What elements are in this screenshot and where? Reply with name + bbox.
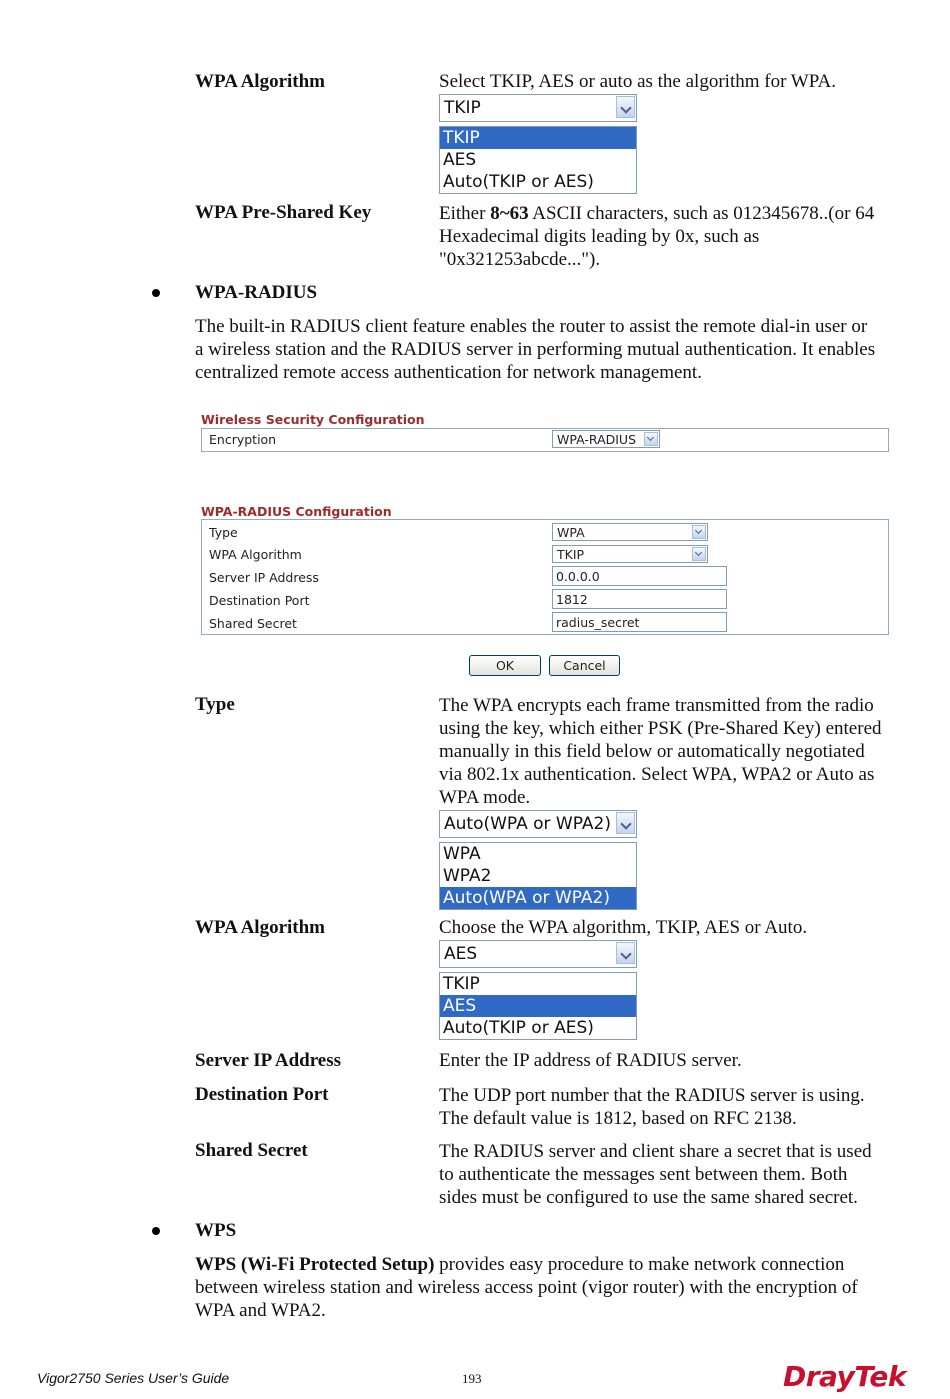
wpa-radius-config-panel bbox=[201, 519, 889, 635]
wpa-algorithm-desc-2: Choose the WPA algorithm, TKIP, AES or Auto. bbox=[439, 917, 808, 938]
wpa-psk-term: WPA Pre-Shared Key bbox=[195, 202, 372, 223]
dropdown-selected-value: Auto(WPA or WPA2) bbox=[444, 814, 611, 834]
chevron-down-icon[interactable] bbox=[616, 96, 635, 118]
text: "0x321253abcde..."). bbox=[439, 249, 601, 270]
text: WPA mode. bbox=[439, 787, 531, 808]
wpa-psk-desc bbox=[439, 202, 919, 271]
wpa-radius-config-title: WPA-RADIUS Configuration bbox=[201, 504, 392, 519]
wpa-algorithm-term: WPA Algorithm bbox=[195, 71, 326, 92]
wsc-title: Wireless Security Configuration bbox=[201, 412, 425, 427]
destination-port-desc bbox=[439, 1084, 919, 1130]
page-number: 193 bbox=[462, 1371, 482, 1386]
dropdown-selected-value: AES bbox=[444, 944, 478, 964]
chevron-down-icon[interactable] bbox=[616, 812, 635, 834]
text: The built-in RADIUS client feature enables the router to assist the remote dial-in user or bbox=[195, 316, 868, 337]
text: The default value is 1812, based on RFC 2138. bbox=[439, 1108, 797, 1129]
server-ip-label: Server IP Address bbox=[209, 570, 319, 585]
destination-port-term: Destination Port bbox=[195, 1084, 329, 1105]
shared-secret-term: Shared Secret bbox=[195, 1140, 308, 1161]
encryption-value: WPA-RADIUS bbox=[557, 432, 637, 447]
footer-guide-title: Vigor2750 Series User’s Guide bbox=[37, 1370, 230, 1386]
ok-button[interactable]: OK bbox=[469, 655, 541, 676]
dropdown-selected[interactable] bbox=[439, 810, 637, 838]
wpa-algorithm-dropdown[interactable] bbox=[439, 94, 637, 194]
dropdown-selected-value: TKIP bbox=[444, 98, 481, 118]
wpa-radius-heading: WPA-RADIUS bbox=[195, 282, 318, 303]
type-label: Type bbox=[209, 525, 238, 540]
wpa-algorithm-term-2: WPA Algorithm bbox=[195, 917, 326, 938]
server-ip-term: Server IP Address bbox=[195, 1050, 342, 1071]
bullet-icon bbox=[152, 289, 160, 297]
text: manually in this field below or automatically negotiated bbox=[439, 741, 865, 762]
cancel-button[interactable]: Cancel bbox=[549, 655, 620, 676]
text: Hexadecimal digits leading by 0x, such as bbox=[439, 226, 760, 247]
dropdown-option[interactable]: Auto(TKIP or AES) bbox=[443, 1018, 594, 1038]
dropdown-option[interactable]: AES bbox=[443, 150, 477, 170]
text: The RADIUS server and client share a secret that is used bbox=[439, 1141, 872, 1162]
server-ip-value: 0.0.0.0 bbox=[556, 569, 600, 584]
text-bold: 8~63 bbox=[490, 203, 529, 224]
wps-intro bbox=[195, 1253, 925, 1322]
wpa-algorithm-label: WPA Algorithm bbox=[209, 547, 302, 562]
chevron-down-icon[interactable] bbox=[692, 547, 706, 561]
text: between wireless station and wireless access point (vigor router) with the encryption of bbox=[195, 1277, 858, 1298]
chevron-down-icon[interactable] bbox=[644, 432, 658, 446]
type-term: Type bbox=[195, 694, 235, 715]
text: The UDP port number that the RADIUS server is using. bbox=[439, 1085, 865, 1106]
draytek-logo: DrayTek bbox=[783, 1360, 906, 1393]
encryption-select[interactable] bbox=[552, 430, 660, 448]
chevron-down-icon[interactable] bbox=[692, 525, 706, 539]
type-dropdown[interactable] bbox=[439, 810, 637, 910]
bullet-icon bbox=[152, 1227, 160, 1235]
text-bold: WPS (Wi-Fi Protected Setup) bbox=[195, 1254, 435, 1275]
shared-secret-label: Shared Secret bbox=[209, 616, 297, 631]
text: via 802.1x authentication. Select WPA, WPA2 or Auto as bbox=[439, 764, 875, 785]
dropdown-option[interactable]: TKIP bbox=[443, 974, 480, 994]
dropdown-selected[interactable] bbox=[439, 940, 637, 968]
wpa-radius-intro bbox=[195, 315, 925, 384]
dropdown-list bbox=[439, 842, 637, 910]
destination-port-input[interactable] bbox=[552, 589, 727, 609]
text: sides must be configured to use the same shared secret. bbox=[439, 1187, 858, 1208]
text: provides easy procedure to make network connection bbox=[434, 1254, 845, 1275]
server-ip-input[interactable] bbox=[552, 566, 727, 586]
dropdown-option[interactable]: WPA2 bbox=[443, 866, 492, 886]
wpa-algorithm-desc: Select TKIP, AES or auto as the algorithm for WPA. bbox=[439, 71, 837, 92]
dropdown-list bbox=[439, 972, 637, 1040]
dropdown-option[interactable]: Auto(TKIP or AES) bbox=[443, 172, 594, 192]
dropdown-option[interactable]: Auto(WPA or WPA2) bbox=[440, 887, 636, 909]
server-ip-desc: Enter the IP address of RADIUS server. bbox=[439, 1050, 742, 1071]
dropdown-option[interactable]: WPA bbox=[443, 844, 481, 864]
type-select[interactable] bbox=[552, 523, 708, 541]
type-desc bbox=[439, 694, 919, 809]
text: to authenticate the messages sent between them. Both bbox=[439, 1164, 848, 1185]
shared-secret-input[interactable] bbox=[552, 612, 727, 632]
shared-secret-value: radius_secret bbox=[556, 615, 640, 630]
dropdown-option[interactable]: TKIP bbox=[440, 127, 636, 149]
wpa-algorithm-select[interactable] bbox=[552, 545, 708, 563]
wpa-algorithm-dropdown-2[interactable] bbox=[439, 940, 637, 1040]
destination-port-value: 1812 bbox=[556, 592, 588, 607]
shared-secret-desc bbox=[439, 1140, 919, 1209]
text: ASCII characters, such as 012345678..(or 64 bbox=[528, 203, 875, 224]
text: Either bbox=[439, 203, 491, 224]
chevron-down-icon[interactable] bbox=[616, 942, 635, 964]
text: The WPA encrypts each frame transmitted from the radio bbox=[439, 695, 874, 716]
text: centralized remote access authentication for network management. bbox=[195, 362, 702, 383]
dropdown-selected[interactable] bbox=[439, 94, 637, 122]
destination-port-label: Destination Port bbox=[209, 593, 310, 608]
wsc-panel bbox=[201, 428, 889, 452]
type-value: WPA bbox=[557, 525, 585, 540]
dropdown-option[interactable]: AES bbox=[440, 995, 636, 1017]
dropdown-list bbox=[439, 126, 637, 194]
text: using the key, which either PSK (Pre-Shared Key) entered bbox=[439, 718, 882, 739]
wps-heading: WPS bbox=[195, 1220, 237, 1241]
encryption-label: Encryption bbox=[209, 432, 277, 447]
text: a wireless station and the RADIUS server in performing mutual authentication. It enables bbox=[195, 339, 876, 360]
text: WPA and WPA2. bbox=[195, 1300, 326, 1321]
wpa-algorithm-value: TKIP bbox=[557, 547, 585, 562]
